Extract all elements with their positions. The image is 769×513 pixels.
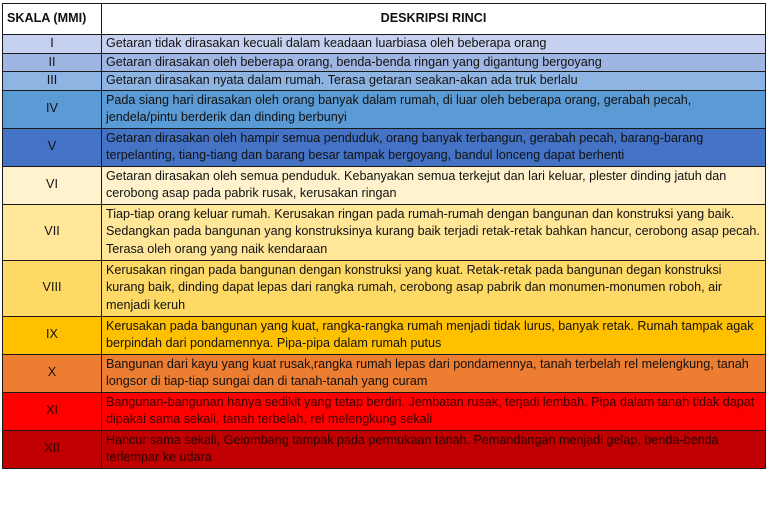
description-cell: Getaran tidak dirasakan kecuali dalam keadaan luarbiasa oleh beberapa orang bbox=[102, 35, 766, 54]
table-row bbox=[3, 90, 766, 128]
table-row bbox=[3, 260, 766, 316]
description-cell: Getaran dirasakan nyata dalam rumah. Terasa getaran seakan-akan ada truk berlalu bbox=[102, 72, 766, 91]
table-row bbox=[3, 128, 766, 166]
table-row bbox=[3, 392, 766, 430]
description-cell: Pada siang hari dirasakan oleh orang banyak dalam rumah, di luar oleh beberapa orang, gerabah pecah, jendela/pintu berderik dan dinding berbunyi bbox=[102, 90, 766, 128]
description-cell: Bangunan dari kayu yang kuat rusak,rangka rumah lepas dari pondamennya, tanah terbelah rel melengkung, tanah longsor di tiap-tiap sungai dan di tanah-tanah yang curam bbox=[102, 354, 766, 392]
table-row bbox=[3, 354, 766, 392]
scale-cell: IV bbox=[3, 90, 102, 128]
scale-cell: IX bbox=[3, 316, 102, 354]
table-row bbox=[3, 316, 766, 354]
table-row bbox=[3, 53, 766, 72]
scale-cell: V bbox=[3, 128, 102, 166]
mmi-scale-table bbox=[2, 3, 766, 469]
description-cell: Tiap-tiap orang keluar rumah. Kerusakan ringan pada rumah-rumah dengan bangunan dan konstruksi yang baik. Sedangkan pada bangunan yang konstruksinya kurang baik terjadi retak-retak bahkan hancur, cerobong asap pecah. Terasa oleh orang yang naik kendaraan bbox=[102, 204, 766, 260]
scale-cell: XII bbox=[3, 430, 102, 468]
description-cell: Bangunan-bangunan hanya sedikit yang tetap berdiri. Jembatan rusak, terjadi lembah. Pipa dalam tanah tidak dapat dipakai sama sekali, tanah terbelah, rel melengkung sekali bbox=[102, 392, 766, 430]
description-cell: Kerusakan pada bangunan yang kuat, rangka-rangka rumah menjadi tidak lurus, banyak retak. Rumah tampak agak berpindah dari pondamennya. Pipa-pipa dalam rumah putus bbox=[102, 316, 766, 354]
description-cell: Getaran dirasakan oleh beberapa orang, benda-benda ringan yang digantung bergoyang bbox=[102, 53, 766, 72]
scale-cell: III bbox=[3, 72, 102, 91]
scale-cell: I bbox=[3, 35, 102, 54]
scale-cell: XI bbox=[3, 392, 102, 430]
table-body bbox=[3, 35, 766, 469]
scale-cell: X bbox=[3, 354, 102, 392]
header-description: DESKRIPSI RINCI bbox=[102, 4, 766, 35]
table-row bbox=[3, 204, 766, 260]
description-cell: Hancur sama sekali, Gelombang tampak pada permukaan tanah. Pemandangan menjadi gelap, benda-benda terlempar ke udara bbox=[102, 430, 766, 468]
table-header bbox=[3, 4, 766, 35]
header-scale: SKALA (MMI) bbox=[3, 4, 102, 35]
description-cell: Getaran dirasakan oleh semua penduduk. Kebanyakan semua terkejut dan lari keluar, plester dinding jatuh dan cerobong asap pada pabrik rusak, kerusakan ringan bbox=[102, 166, 766, 204]
table-row bbox=[3, 35, 766, 54]
table-row bbox=[3, 166, 766, 204]
scale-cell: VII bbox=[3, 204, 102, 260]
scale-cell: VIII bbox=[3, 260, 102, 316]
table-row bbox=[3, 72, 766, 91]
description-cell: Kerusakan ringan pada bangunan dengan konstruksi yang kuat. Retak-retak pada bangunan degan konstruksi kurang baik, dinding dapat lepas dari rangka rumah, cerobong asap pabrik dan monumen-monumen roboh, air menjadi keruh bbox=[102, 260, 766, 316]
scale-cell: VI bbox=[3, 166, 102, 204]
header-row bbox=[3, 4, 766, 35]
description-cell: Getaran dirasakan oleh hampir semua penduduk, orang banyak terbangun, gerabah pecah, barang-barang terpelanting, tiang-tiang dan barang besar tampak bergoyang, bandul lonceng dapat berhenti bbox=[102, 128, 766, 166]
table-row bbox=[3, 430, 766, 468]
scale-cell: II bbox=[3, 53, 102, 72]
